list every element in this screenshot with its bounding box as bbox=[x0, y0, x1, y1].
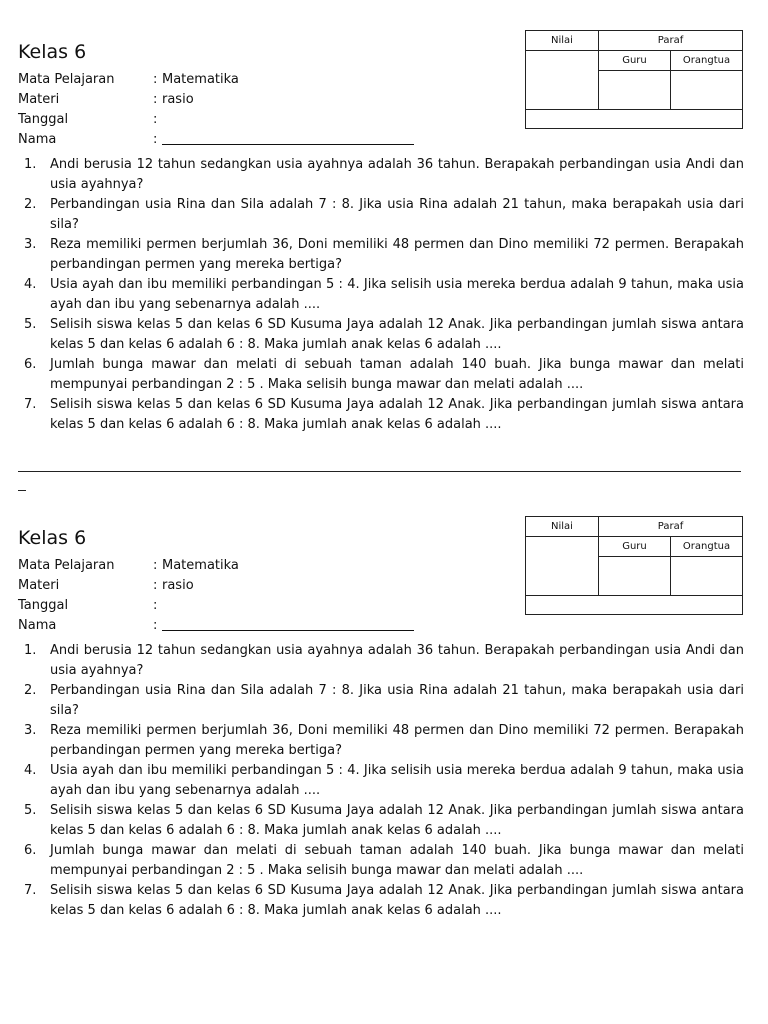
subject-label: Mata Pelajaran bbox=[18, 558, 115, 573]
subject-value: Matematika bbox=[162, 72, 239, 87]
teacher-signature-box[interactable] bbox=[599, 71, 671, 110]
topic-label: Materi bbox=[18, 578, 60, 593]
question-number: 5. bbox=[24, 317, 37, 332]
question-text: Andi berusia 12 tahun sedangkan usia ayahnya adalah 36 tahun. Berapakah perbandingan usia Andi dan usia ayahnya? bbox=[50, 157, 744, 192]
grade-table bbox=[525, 516, 743, 615]
question-number: 4. bbox=[24, 763, 37, 778]
question-number: 5. bbox=[24, 803, 37, 818]
question-number: 1. bbox=[24, 643, 37, 658]
question-text: Perbandingan usia Rina dan Sila adalah 7 : 8. Jika usia Rina adalah 21 tahun, maka berapakah usia dari sila? bbox=[50, 197, 744, 232]
name-blank-line[interactable] bbox=[162, 144, 414, 145]
question-text: Jumlah bunga mawar dan melati di sebuah taman adalah 140 buah. Jika bunga mawar dan melati mempunyai perbandingan 2 : 5 . Maka selisih bunga mawar dan melati adalah .... bbox=[50, 357, 744, 392]
question-text: Reza memiliki permen berjumlah 36, Doni memiliki 48 permen dan Dino memiliki 72 permen. Berapakah perbandingan permen yang mereka bertiga? bbox=[50, 723, 744, 758]
parent-header: Orangtua bbox=[671, 51, 742, 71]
question-number: 4. bbox=[24, 277, 37, 292]
signature-header: Paraf bbox=[599, 31, 742, 51]
question-item bbox=[24, 681, 744, 721]
parent-signature-box[interactable] bbox=[671, 557, 742, 596]
parent-header: Orangtua bbox=[671, 537, 742, 557]
subject-value: Matematika bbox=[162, 558, 239, 573]
question-item bbox=[24, 155, 744, 195]
question-text: Perbandingan usia Rina dan Sila adalah 7 : 8. Jika usia Rina adalah 21 tahun, maka berapakah usia dari sila? bbox=[50, 683, 744, 718]
separator: : bbox=[153, 132, 158, 147]
teacher-signature-box[interactable] bbox=[599, 557, 671, 596]
name-blank-line[interactable] bbox=[162, 630, 414, 631]
separator: : bbox=[153, 558, 158, 573]
question-text: Jumlah bunga mawar dan melati di sebuah taman adalah 140 buah. Jika bunga mawar dan melati mempunyai perbandingan 2 : 5 . Maka selisih bunga mawar dan melati adalah .... bbox=[50, 843, 744, 878]
topic-value: rasio bbox=[162, 578, 194, 593]
separator: : bbox=[153, 72, 158, 87]
cut-line-divider bbox=[18, 471, 741, 472]
question-text: Selisih siswa kelas 5 dan kelas 6 SD Kusuma Jaya adalah 12 Anak. Jika perbandingan jumlah siswa antara kelas 5 dan kelas 6 adalah 6 : 8. Maka jumlah anak kelas 6 adalah .... bbox=[50, 397, 744, 432]
topic-value: rasio bbox=[162, 92, 194, 107]
question-text: Selisih siswa kelas 5 dan kelas 6 SD Kusuma Jaya adalah 12 Anak. Jika perbandingan jumlah siswa antara kelas 5 dan kelas 6 adalah 6 : 8. Maka jumlah anak kelas 6 adalah .... bbox=[50, 317, 744, 352]
topic-label: Materi bbox=[18, 92, 60, 107]
question-number: 2. bbox=[24, 683, 37, 698]
question-text: Andi berusia 12 tahun sedangkan usia ayahnya adalah 36 tahun. Berapakah perbandingan usia Andi dan usia ayahnya? bbox=[50, 643, 744, 678]
separator: : bbox=[153, 112, 158, 127]
subject-label: Mata Pelajaran bbox=[18, 72, 115, 87]
question-item bbox=[24, 195, 744, 235]
question-number: 2. bbox=[24, 197, 37, 212]
question-item bbox=[24, 641, 744, 681]
score-header: Nilai bbox=[526, 517, 599, 537]
date-label: Tanggal bbox=[18, 598, 69, 613]
name-label: Nama bbox=[18, 132, 57, 147]
question-item bbox=[24, 275, 744, 315]
date-label: Tanggal bbox=[18, 112, 69, 127]
score-box[interactable] bbox=[526, 537, 599, 596]
question-number: 7. bbox=[24, 883, 37, 898]
question-item bbox=[24, 235, 744, 275]
question-number: 6. bbox=[24, 357, 37, 372]
worksheet-1 bbox=[0, 0, 768, 470]
name-label: Nama bbox=[18, 618, 57, 633]
separator: : bbox=[153, 578, 158, 593]
worksheet-title: Kelas 6 bbox=[18, 41, 87, 63]
question-number: 1. bbox=[24, 157, 37, 172]
question-number: 3. bbox=[24, 723, 37, 738]
separator: : bbox=[153, 618, 158, 633]
score-box[interactable] bbox=[526, 51, 599, 110]
question-item bbox=[24, 761, 744, 801]
worksheet-title: Kelas 6 bbox=[18, 527, 87, 549]
question-number: 3. bbox=[24, 237, 37, 252]
question-text: Usia ayah dan ibu memiliki perbandingan 5 : 4. Jika selisih usia mereka berdua adalah 9 tahun, maka usia ayah dan ibu yang sebenarnya adalah .... bbox=[50, 763, 744, 798]
separator: : bbox=[153, 92, 158, 107]
question-item bbox=[24, 881, 744, 921]
signature-header: Paraf bbox=[599, 517, 742, 537]
teacher-header: Guru bbox=[599, 537, 671, 557]
score-header: Nilai bbox=[526, 31, 599, 51]
question-item bbox=[24, 721, 744, 761]
question-item bbox=[24, 841, 744, 881]
grade-footer-box bbox=[526, 110, 742, 128]
question-number: 7. bbox=[24, 397, 37, 412]
question-item bbox=[24, 801, 744, 841]
question-number: 6. bbox=[24, 843, 37, 858]
question-item bbox=[24, 315, 744, 355]
grade-table bbox=[525, 30, 743, 129]
question-item bbox=[24, 355, 744, 395]
question-list bbox=[24, 641, 744, 921]
teacher-header: Guru bbox=[599, 51, 671, 71]
question-text: Usia ayah dan ibu memiliki perbandingan 5 : 4. Jika selisih usia mereka berdua adalah 9 tahun, maka usia ayah dan ibu yang sebenarnya adalah .... bbox=[50, 277, 744, 312]
question-text: Selisih siswa kelas 5 dan kelas 6 SD Kusuma Jaya adalah 12 Anak. Jika perbandingan jumlah siswa antara kelas 5 dan kelas 6 adalah 6 : 8. Maka jumlah anak kelas 6 adalah .... bbox=[50, 803, 744, 838]
question-text: Selisih siswa kelas 5 dan kelas 6 SD Kusuma Jaya adalah 12 Anak. Jika perbandingan jumlah siswa antara kelas 5 dan kelas 6 adalah 6 : 8. Maka jumlah anak kelas 6 adalah .... bbox=[50, 883, 744, 918]
separator: : bbox=[153, 598, 158, 613]
question-text: Reza memiliki permen berjumlah 36, Doni memiliki 48 permen dan Dino memiliki 72 permen. Berapakah perbandingan permen yang mereka bertiga? bbox=[50, 237, 744, 272]
worksheet-2 bbox=[0, 486, 768, 956]
question-list bbox=[24, 155, 744, 435]
parent-signature-box[interactable] bbox=[671, 71, 742, 110]
question-item bbox=[24, 395, 744, 435]
grade-footer-box bbox=[526, 596, 742, 614]
